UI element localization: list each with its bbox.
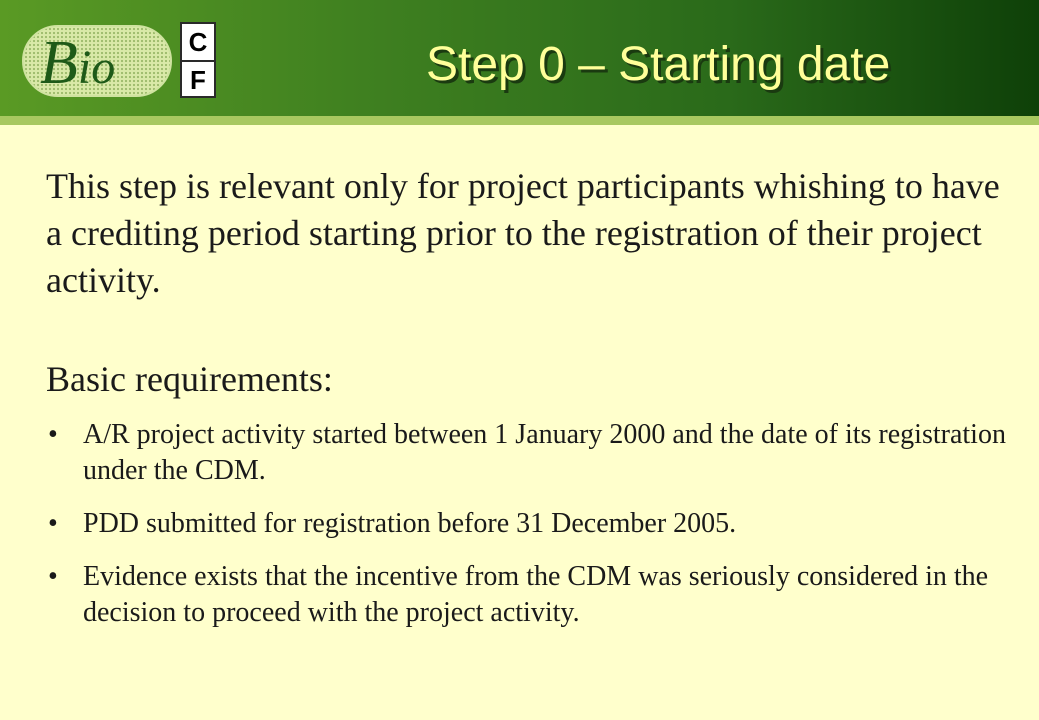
slide-title: Step 0 – Starting date (426, 38, 891, 91)
list-item-text: Evidence exists that the incentive from the CDM was seriously considered in the decision to proceed with the project activity. (83, 561, 989, 628)
list-item (48, 417, 1008, 489)
logo-cf-box (180, 22, 216, 98)
list-item-text: A/R project activity started between 1 January 2000 and the date of its registration under the CDM. (83, 419, 1006, 486)
bullet-icon: • (48, 419, 58, 450)
biocf-logo (22, 22, 208, 100)
logo-wordmark (40, 28, 115, 103)
logo-letter-b: B (40, 29, 78, 97)
header-divider (0, 116, 1039, 125)
requirements-list (48, 417, 1008, 648)
intro-paragraph: This step is relevant only for project participants whishing to have a crediting period starting prior to the registration of their project activity. (46, 166, 1000, 300)
logo-letter-f: F (182, 60, 214, 98)
list-item-text: PDD submitted for registration before 31 December 2005. (83, 508, 737, 539)
requirements-heading: Basic requirements: (46, 359, 333, 399)
logo-letter-c: C (188, 27, 208, 57)
logo-letters-io: io (77, 41, 116, 94)
list-item (48, 559, 1008, 631)
bullet-icon: • (48, 508, 58, 539)
bullet-icon: • (48, 561, 58, 592)
list-item (48, 506, 1008, 542)
